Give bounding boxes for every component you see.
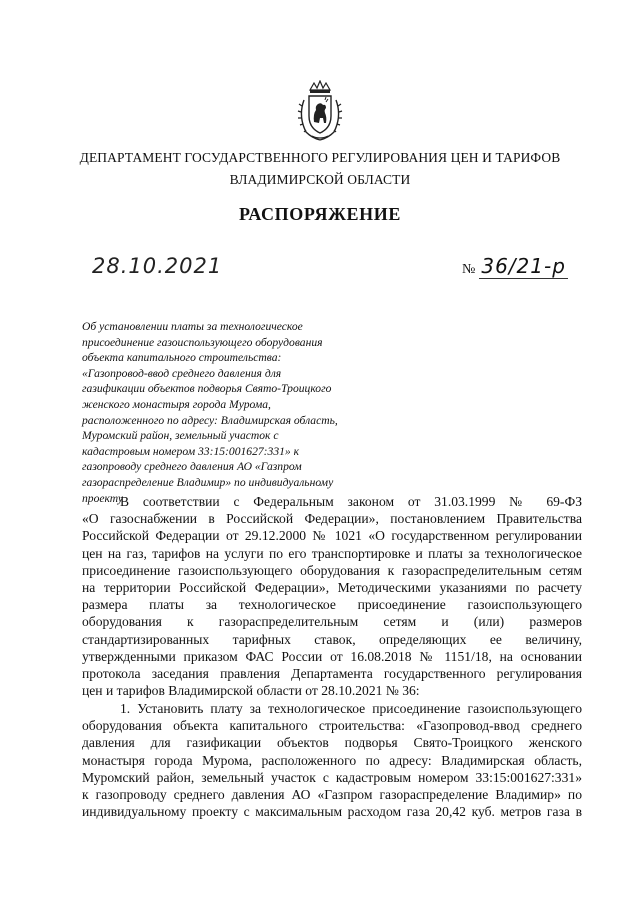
clause-1-paragraph bbox=[82, 700, 582, 820]
body-line: оборудования к газораспределительным сетям и (или) размеров bbox=[82, 614, 582, 630]
clause-line: оборудования объекта капитального строительства: «Газопровод-ввод среднего bbox=[82, 718, 582, 734]
number-label: № bbox=[462, 262, 476, 277]
subject-line: объекта капитального строительства: bbox=[82, 351, 282, 365]
coat-of-arms-icon bbox=[296, 80, 344, 142]
subject-line: Об установлении платы за технологическое bbox=[82, 320, 303, 333]
subject-line: Муромский район, земельный участок с bbox=[82, 429, 279, 443]
clause-line: 1. Установить плату за технологическое присоединение газоиспользующего bbox=[120, 701, 582, 716]
subject-line: присоединение газоиспользующего оборудования bbox=[82, 335, 323, 349]
body-line: Российской Федерации от 29.12.2000 № 1021 «О государственном регулировании bbox=[82, 528, 582, 544]
department-name-line2: ВЛАДИМИРСКОЙ ОБЛАСТИ bbox=[229, 172, 411, 187]
body-line: цен на газ, тарифов на услуги по его транспортировке и платы за технологическое bbox=[82, 545, 582, 561]
document-subject bbox=[82, 319, 382, 506]
clause-line: давления для газификации объектов подворья Свято-Троицкого женского bbox=[82, 735, 582, 751]
body-line: «О газоснабжении в Российской Федерации», постановлением Правительства bbox=[82, 511, 582, 527]
clause-line: к газопроводу среднего давления АО «Газпром газораспределение Владимир» по bbox=[82, 787, 582, 803]
body-line: стандартизированных тарифных ставок, определяющих ее величину, bbox=[82, 631, 582, 647]
body-line: протокола заседания правления Департамента государственного регулирования bbox=[82, 666, 582, 682]
subject-line: расположенного по адресу: Владимирская область, bbox=[82, 413, 338, 427]
body-line: В соответствии с Федеральным законом от 31.03.1999 № 69-ФЗ bbox=[120, 494, 582, 509]
body-line: присоединение газоиспользующего оборудования к газораспределительным сетям bbox=[82, 562, 582, 578]
clause-line: индивидуальному проекту с максимальным расходом газа 20,42 куб. метров газа в bbox=[82, 804, 582, 820]
subject-line: кадастровым номером 33:15:001627:331» к bbox=[82, 444, 300, 458]
document-type-title: РАСПОРЯЖЕНИЕ bbox=[239, 204, 401, 224]
subject-line: газораспределение Владимир» по индивидуальному bbox=[82, 475, 334, 489]
body-line: цен и тарифов Владимирской области от 28.10.2021 № 36: bbox=[82, 683, 420, 699]
document-date: 28.10.2021 bbox=[92, 254, 223, 278]
subject-line: женского монастыря города Мурома, bbox=[82, 397, 271, 411]
body-line: утвержденными приказом ФАС России от 16.08.2018 № 1151/18, на основании bbox=[82, 648, 582, 664]
document-number-block bbox=[462, 254, 568, 278]
body-line: размера платы за технологическое присоединение газоиспользующего bbox=[82, 597, 582, 613]
subject-line: проекту bbox=[82, 491, 124, 505]
subject-line: газификации объектов подворья Свято-Троицкого bbox=[82, 382, 332, 396]
subject-line: «Газопровод-ввод среднего давления для bbox=[82, 366, 282, 380]
document-number: 36/21-р bbox=[481, 254, 566, 278]
clause-line: Муромский район, земельный участок с кадастровым номером 33:15:001627:331» bbox=[82, 769, 582, 785]
body-line: на территории Российской Федерации», Методическими указаниями по расчету bbox=[82, 580, 582, 596]
clause-line: монастыря города Мурома, расположенного по адресу: Владимирская область, bbox=[82, 752, 582, 768]
preamble-paragraph bbox=[82, 493, 582, 699]
subject-line: газопроводу среднего давления АО «Газпром bbox=[82, 460, 302, 474]
department-name-line1: ДЕПАРТАМЕНТ ГОСУДАРСТВЕННОГО РЕГУЛИРОВАНИЯ ЦЕН И ТАРИФОВ bbox=[79, 150, 561, 165]
